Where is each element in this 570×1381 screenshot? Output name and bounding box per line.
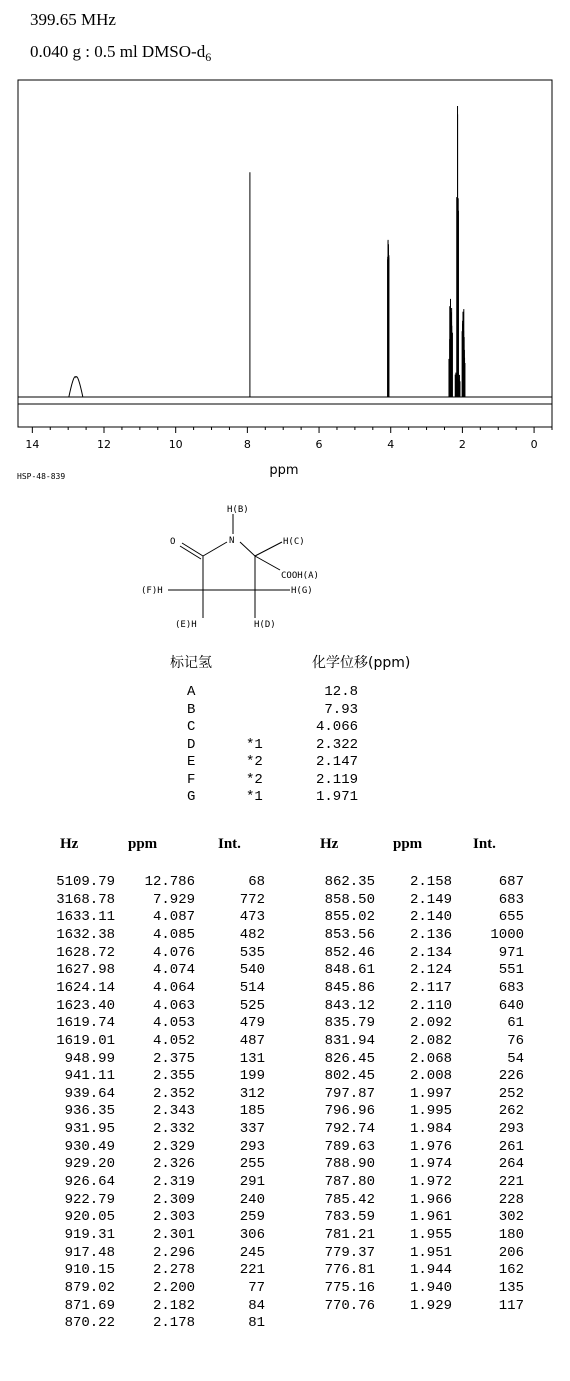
peak-table-cell: 2.140 [409, 909, 452, 926]
assignment-shift: 12.8 [316, 684, 359, 700]
peak-table-cell: 2.008 [409, 1068, 452, 1085]
peak-table-cell: 2.149 [409, 891, 452, 908]
peak-table-cell: 76 [507, 1032, 524, 1049]
peak-table-cell: 1.974 [409, 1156, 452, 1173]
assignment-shift: 2.147 [316, 754, 359, 770]
peak-table-cell: 1.966 [409, 1191, 452, 1208]
assignment-label: E [187, 754, 196, 770]
peak-table-cell: 831.94 [324, 1032, 375, 1049]
peak-table-cell: 4.063 [152, 997, 195, 1014]
peak-table-cell: 525 [239, 997, 265, 1014]
peak-table-cell: 12.786 [144, 874, 195, 890]
peak-table-cell: 2.092 [409, 1015, 452, 1032]
peak-table-cell: 1.972 [409, 1174, 452, 1191]
spectrometer-frequency: 399.65 MHz [30, 10, 116, 29]
peak-table-cell: 870.22 [64, 1315, 115, 1332]
assignment-label: D [187, 736, 196, 753]
assignment-label: C [187, 719, 196, 735]
plot-border [18, 80, 552, 427]
peak-table-cell: 312 [239, 1085, 265, 1102]
peak-table-cell: 640 [498, 997, 524, 1014]
assignment-note: *1 [246, 789, 263, 805]
peak-table-cell: 853.56 [324, 926, 375, 943]
peak-table-header-int: Int. [218, 836, 241, 852]
assignment-note: *2 [246, 754, 263, 770]
peak-table-cell: 162 [498, 1262, 524, 1279]
peak-table-cell: 337 [239, 1121, 265, 1138]
peak-table-cell: 68 [248, 874, 265, 890]
bond-c5-cooh [255, 556, 280, 570]
peak-table-cell: 252 [498, 1085, 524, 1102]
peak-table-cell: 2.375 [152, 1050, 195, 1067]
peak-table-cell: 2.124 [409, 962, 452, 979]
peak-table-cell: 789.63 [324, 1138, 375, 1155]
assignment-shift-header: 化学位移(ppm) [312, 655, 411, 671]
nmr-spectrum-chart [0, 0, 570, 480]
peak-table-cell: 262 [498, 1103, 524, 1120]
peak-table-cell: 781.21 [324, 1227, 375, 1243]
bond-n-c5 [240, 542, 255, 556]
peak-table-cell: 683 [498, 979, 524, 996]
peak-table-cell: 2.117 [409, 979, 452, 996]
peak-table-cell: 1619.01 [56, 1032, 115, 1049]
peak-table-cell: 1.961 [409, 1209, 452, 1226]
peak-table-cell: 655 [498, 909, 524, 926]
peak-table-cell: 2.278 [152, 1262, 195, 1279]
peak-table-cell: 1.984 [409, 1121, 452, 1138]
sample-prefix: 0.040 g : 0.5 ml DMSO-d [30, 42, 206, 61]
peak-table-cell: 1.997 [409, 1085, 452, 1102]
peak-table-cell: 4.085 [152, 926, 195, 943]
structure-bonds [168, 514, 290, 618]
sample-subscript: 6 [205, 50, 212, 64]
molecule-structure [130, 500, 390, 635]
peak-table-cell: 61 [507, 1015, 524, 1032]
peak-table-cell: 783.59 [324, 1209, 375, 1226]
peak-table-cell: 1.995 [409, 1103, 452, 1120]
peak-table-cell: 848.61 [324, 962, 375, 979]
peak-table-cell: 4.064 [152, 979, 195, 996]
peak-table-cell: 772 [239, 891, 265, 908]
x-tick-label-10: 10 [168, 438, 183, 451]
peak-table-cell: 1628.72 [56, 944, 115, 961]
peak-table-cell: 785.42 [324, 1191, 375, 1208]
assignment-shift: 7.93 [316, 701, 359, 718]
peak-table-cell: 293 [498, 1121, 524, 1138]
peak-table-cell: 855.02 [324, 909, 375, 926]
peak-table-cell: 852.46 [324, 944, 375, 961]
peak-table-cell: 514 [239, 979, 265, 996]
peak-table-cell: 2.326 [152, 1156, 195, 1173]
atom-hg: H(G) [291, 586, 313, 596]
peak-table-cell: 835.79 [324, 1015, 375, 1032]
peak-table-header-ppm: ppm [128, 836, 158, 852]
peak-table-cell: 910.15 [64, 1262, 115, 1279]
peak-table-cell: 54 [507, 1050, 524, 1067]
peak-table-cell: 683 [498, 891, 524, 908]
peak-table-cell: 255 [239, 1156, 265, 1173]
peak-table-cell: 199 [239, 1068, 265, 1085]
peak-table-cell: 802.45 [324, 1068, 375, 1085]
peak-table-cell: 4.074 [152, 962, 195, 979]
peak-table-cell: 1623.40 [56, 997, 115, 1014]
peak-table-cell: 535 [239, 944, 265, 961]
peak-table-cell: 2.343 [152, 1103, 195, 1120]
peak-table-cell: 2.110 [409, 997, 452, 1014]
peak-table-cell: 787.80 [324, 1174, 375, 1191]
peak-table-cell: 931.95 [64, 1121, 115, 1138]
atom-hb: H(B) [227, 505, 249, 515]
peak-table-cell: 929.20 [64, 1156, 115, 1173]
peak-table-cell: 826.45 [324, 1050, 375, 1067]
peak-table-cell: 245 [239, 1244, 265, 1261]
peak-table-cell: 180 [498, 1227, 524, 1243]
peak-table-cell: 1.944 [409, 1262, 452, 1279]
peak-table-cell: 2.158 [409, 874, 452, 890]
peak-table-cell: 135 [498, 1279, 524, 1296]
peak-table-cell: 4.076 [152, 944, 195, 961]
peak-table-cell: 845.86 [324, 979, 375, 996]
peak-table-cell: 240 [239, 1191, 265, 1208]
atom-eh: (E)H [175, 620, 197, 630]
peak-table-cell: 1632.38 [56, 926, 115, 943]
peak-table-cell: 77 [248, 1279, 265, 1296]
peak-table-cell: 1619.74 [56, 1015, 115, 1032]
assignment-label: F [187, 771, 196, 788]
peak-table-cell: 776.81 [324, 1262, 375, 1279]
peak-table-cell: 1633.11 [56, 909, 115, 926]
peak-table-cell: 2.352 [152, 1085, 195, 1102]
x-axis-label: ppm [269, 463, 299, 478]
peak-table-cell: 2.136 [409, 926, 452, 943]
peak-table-cell: 792.74 [324, 1121, 375, 1138]
peak-table-cell: 259 [239, 1209, 265, 1226]
peak-table-header-hz: Hz [60, 836, 79, 852]
peak-table-cell: 2.332 [152, 1121, 195, 1138]
peak-table-cell: 926.64 [64, 1174, 115, 1191]
peak-table-cell: 1000 [490, 926, 524, 943]
peak-table-cell: 221 [239, 1262, 265, 1279]
sample-code: HSP-48-839 [17, 472, 66, 481]
peak-table-cell: 4.087 [152, 909, 195, 926]
peak-table-cell: 2.068 [409, 1050, 452, 1067]
atom-fh: (F)H [141, 586, 163, 596]
x-tick-label-12: 12 [97, 438, 112, 451]
assignment-label: G [187, 789, 196, 805]
peak-table-cell: 1.940 [409, 1279, 452, 1296]
peak-table-cell: 2.182 [152, 1297, 195, 1314]
x-tick-label-14: 14 [25, 438, 40, 451]
peak-table-cell: 2.200 [152, 1279, 195, 1296]
assignment-label: A [187, 684, 196, 700]
assignment-shift: 4.066 [316, 719, 359, 735]
peak-table-cell: 293 [239, 1138, 265, 1155]
peak-table-cell: 226 [498, 1068, 524, 1085]
peak-table-cell: 941.11 [64, 1068, 115, 1085]
peak-table-cell: 2.355 [152, 1068, 195, 1085]
peak-table-cell: 2.296 [152, 1244, 195, 1261]
atom-o: O [170, 537, 176, 547]
peak-table-cell: 770.76 [324, 1297, 375, 1314]
peak-table-cell: 796.96 [324, 1103, 375, 1120]
peak-table-cell: 551 [498, 962, 524, 979]
peak-table-cell: 479 [239, 1015, 265, 1032]
peak-table-cell: 917.48 [64, 1244, 115, 1261]
peak-table-cell: 228 [498, 1191, 524, 1208]
peak-table-cell: 1.955 [409, 1227, 452, 1243]
peak-table-cell: 797.87 [324, 1085, 375, 1102]
bond-c5-hc [255, 542, 282, 556]
peak-table-cell: 117 [498, 1297, 524, 1314]
peak-table-cell: 1.929 [409, 1297, 452, 1314]
peak-table-cell: 264 [498, 1156, 524, 1173]
peak-table-cell: 871.69 [64, 1297, 115, 1314]
assignment-label: B [187, 701, 196, 718]
peak-table-cell: 3168.78 [56, 891, 115, 908]
peak-table-cell: 2.301 [152, 1227, 195, 1243]
peak-table-cell: 919.31 [64, 1227, 115, 1243]
peak-table-cell: 487 [239, 1032, 265, 1049]
x-tick-label-4: 4 [387, 438, 395, 451]
x-tick-label-0: 0 [530, 438, 538, 451]
peak-table-cell: 2.178 [152, 1315, 195, 1332]
peak-table-cell: 788.90 [324, 1156, 375, 1173]
assignment-label-header: 标记氢 [170, 655, 212, 671]
peak-table-cell: 482 [239, 926, 265, 943]
x-axis-ticks [25, 427, 552, 451]
peak-table-cell: 858.50 [324, 891, 375, 908]
peak-table-cell: 261 [498, 1138, 524, 1155]
peak-table-cell: 540 [239, 962, 265, 979]
assignment-shift: 1.971 [316, 789, 359, 805]
plot-frame [18, 80, 552, 427]
peak-table-cell: 862.35 [324, 874, 375, 890]
peak-table-cell: 2.319 [152, 1174, 195, 1191]
peak-table-cell: 306 [239, 1227, 265, 1243]
x-tick-label-2: 2 [458, 438, 466, 451]
peak-table-cell: 84 [248, 1297, 265, 1314]
peak-table-cell: 81 [248, 1315, 265, 1332]
peak-table-header-int: Int. [473, 836, 496, 852]
peak-group [69, 106, 465, 397]
peak-table-cell: 291 [239, 1174, 265, 1191]
atom-cooh: COOH(A) [281, 571, 319, 581]
peak-table-cell: 2.082 [409, 1032, 452, 1049]
peak-table-cell: 1624.14 [56, 979, 115, 996]
peak-table-cell: 971 [498, 944, 524, 961]
peak-table-cell: 206 [498, 1244, 524, 1261]
peak-table-cell: 920.05 [64, 1209, 115, 1226]
peak-table-cell: 4.053 [152, 1015, 195, 1032]
x-tick-label-6: 6 [315, 438, 323, 451]
peak-table-cell: 2.309 [152, 1191, 195, 1208]
assignment-note: *2 [246, 771, 263, 788]
peak-table-cell: 936.35 [64, 1103, 115, 1120]
peak-table-cell: 2.329 [152, 1138, 195, 1155]
atom-hd: H(D) [254, 620, 276, 630]
peak-table-cell: 1.951 [409, 1244, 452, 1261]
peak-table-header-hz: Hz [320, 836, 339, 852]
bond-c1-n [203, 542, 227, 556]
atom-n: N [229, 536, 235, 546]
peak-table-header-ppm: ppm [393, 836, 423, 852]
x-tick-label-8: 8 [243, 438, 251, 451]
peak-table-cell: 7.929 [152, 891, 195, 908]
peak-table-cell: 879.02 [64, 1279, 115, 1296]
peak-table-cell: 775.16 [324, 1279, 375, 1296]
peak-table-cell: 922.79 [64, 1191, 115, 1208]
peak-table-cell: 131 [239, 1050, 265, 1067]
peak-table-cell: 1.976 [409, 1138, 452, 1155]
assignment-note: *1 [246, 736, 263, 753]
peak-table-cell: 930.49 [64, 1138, 115, 1155]
atom-hc: H(C) [283, 537, 305, 547]
peak-table-cell: 1627.98 [56, 962, 115, 979]
peak-table-cell: 948.99 [64, 1050, 115, 1067]
peak-table-cell: 473 [239, 909, 265, 926]
peak-table-cell: 2.134 [409, 944, 452, 961]
peak-0 [69, 377, 83, 397]
peak-table-cell: 2.303 [152, 1209, 195, 1226]
peak-table-cell: 302 [498, 1209, 524, 1226]
peak-table-cell: 4.052 [152, 1032, 195, 1049]
peak-table-cell: 5109.79 [56, 874, 115, 890]
assignment-shift: 2.119 [316, 771, 359, 788]
assignment-shift: 2.322 [316, 736, 359, 753]
peak-table-cell: 779.37 [324, 1244, 375, 1261]
peak-table-cell: 939.64 [64, 1085, 115, 1102]
peak-table-cell: 221 [498, 1174, 524, 1191]
peak-table-cell: 185 [239, 1103, 265, 1120]
peak-table-cell: 843.12 [324, 997, 375, 1014]
peak-table-cell: 687 [498, 874, 524, 890]
